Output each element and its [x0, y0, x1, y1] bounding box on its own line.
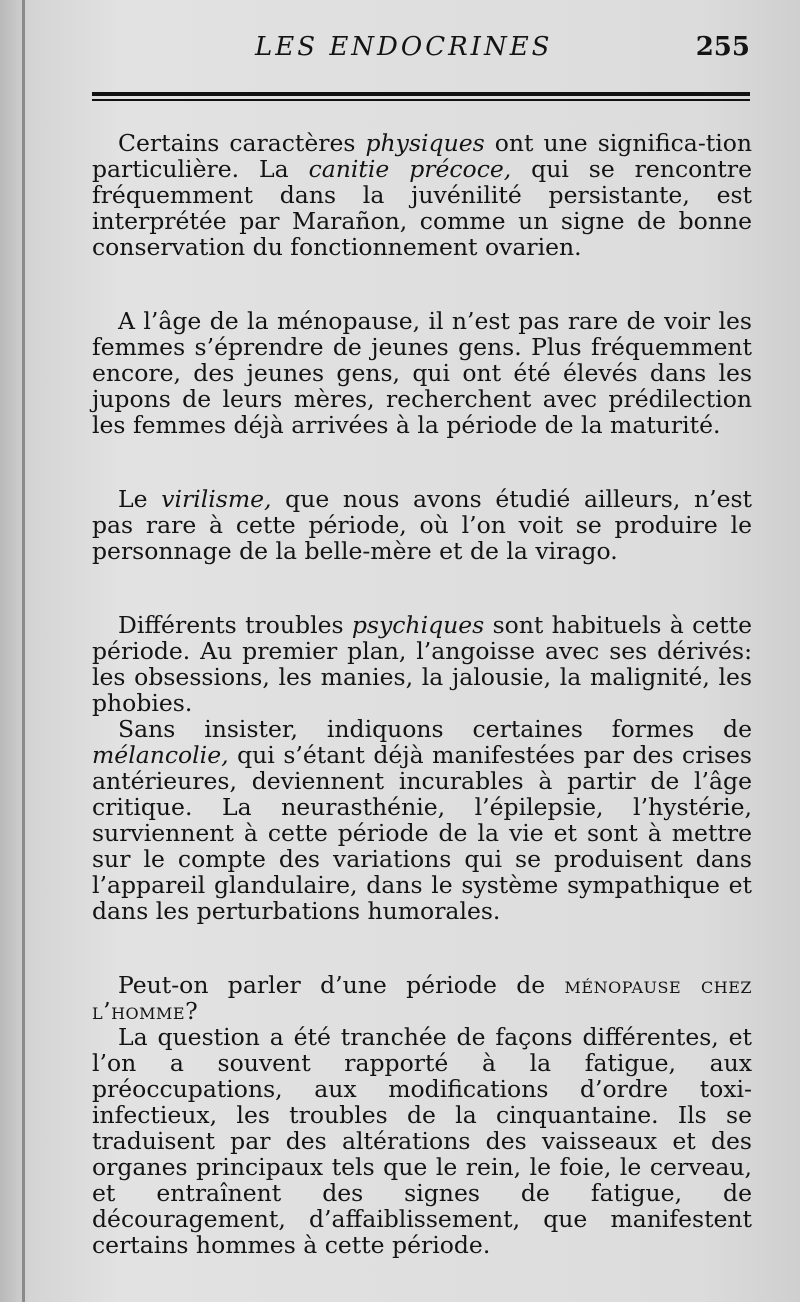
header-rule-thick	[92, 92, 750, 96]
emphasis-physiques: physiques	[365, 129, 485, 157]
emphasis-melancolie: mélancolie,	[92, 741, 229, 769]
paragraph-virilisme: Le virilisme, que nous avons étudié ailleurs, n’est pas rare à cette période, où l’on voit se produire le personnage de la belle-mère et de la virago.	[92, 485, 752, 565]
paragraph-menopause-age: A l’âge de la ménopause, il n’est pas rare de voir les femmes s’éprendre de jeunes gens. Plus fréquemment encore, des jeunes gens, qui ont été élevés dans les jupons de leurs mères, recherchent avec prédilection les femmes déjà arrivées à la période de la maturité.	[92, 307, 752, 439]
emphasis-canitie-precoce: canitie précoce,	[308, 155, 512, 183]
page-number: 255	[695, 32, 750, 62]
paragraph-male-menopause-question: Peut-on parler d’une période de ménopause chez l’homme?	[92, 971, 752, 1025]
paragraph-physical-traits: Certains caractères physiques ont une significa-tion particulière. La canitie précoce, qui se rencontre fréquemment dans la juvénilité persistante, est interprétée par Marañon, comme un signe de bonne conservation du fonctionnement ovarien.	[92, 129, 752, 261]
paragraph-melancolie: Sans insister, indiquons certaines formes de mélancolie, qui s’étant déjà manifestées par des crises antérieures, deviennent incurables à partir de l’âge critique. La neurasthénie, l’épilepsie, l’hystérie, surviennent à cette période de la vie et sont à mettre sur le compte des variations qui se produisent dans l’appareil glandulaire, dans le système sympathique et dans les perturbations humorales.	[92, 715, 752, 925]
page-body	[92, 130, 752, 1258]
emphasis-virilisme: virilisme,	[161, 485, 272, 513]
running-title: LES ENDOCRINES	[255, 32, 553, 62]
emphasis-psychiques: psychiques	[351, 611, 485, 639]
small-caps-menopause-homme: ménopause chez l’homme	[92, 971, 752, 1025]
page-header	[90, 32, 750, 72]
header-rule-thin	[92, 99, 750, 101]
page-gutter-edge	[22, 0, 25, 1302]
paragraph-question-answer: La question a été tranchée de façons différentes, et l’on a souvent rapporté à la fatigue, aux préoccupations, aux modifications d’ordre toxi-infectieux, les troubles de la cinquantaine. Ils se traduisent par des altérations des vaisseaux et des organes principaux tels que le rein, le foie, le cerveau, et entraînent des signes de fatigue, de découragement, d’affaiblissement, que manifestent certains hommes à cette période.	[92, 1023, 752, 1259]
paragraph-psychic-troubles: Différents troubles psychiques sont habituels à cette période. Au premier plan, l’angoisse avec ses dérivés: les obsessions, les manies, la jalousie, la malignité, les phobies.	[92, 611, 752, 717]
